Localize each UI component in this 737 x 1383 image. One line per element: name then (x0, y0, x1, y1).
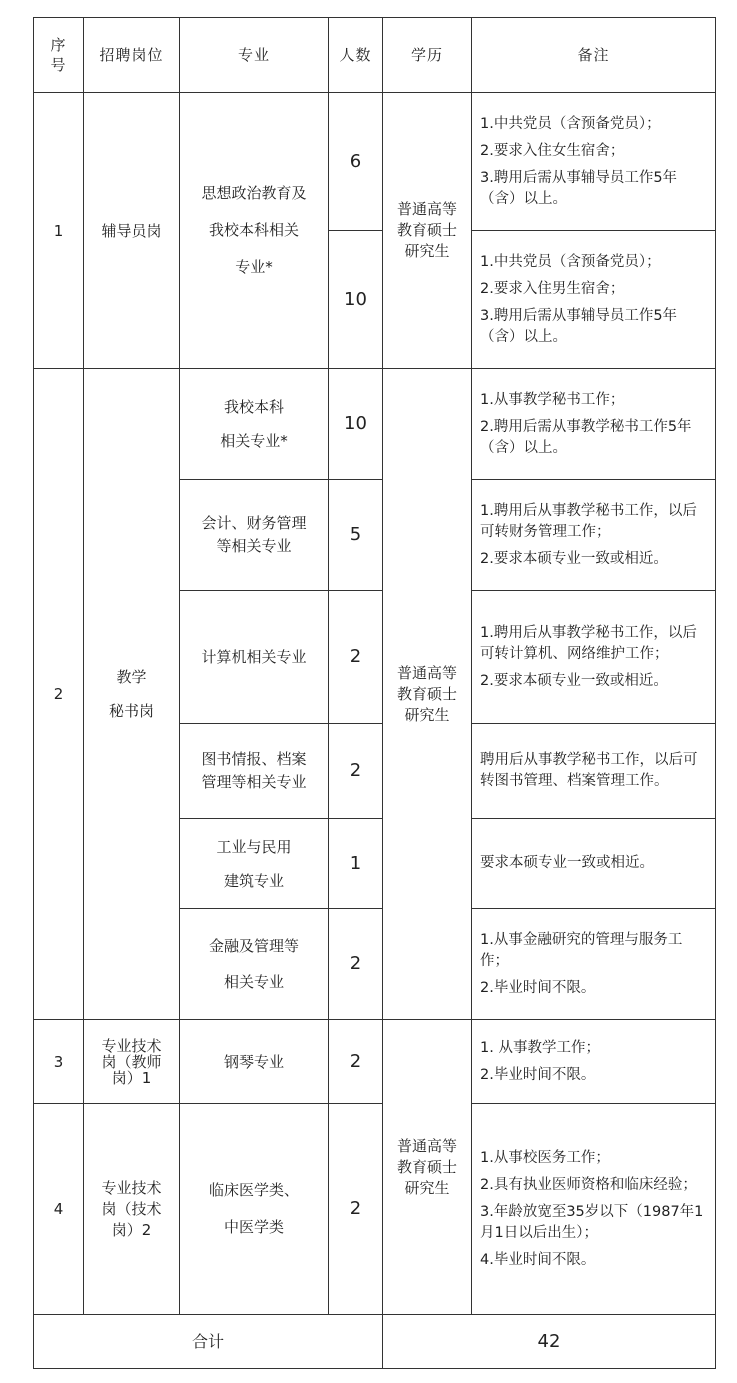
group1-seq: 1 (33, 92, 84, 369)
remark-line: 1.中共党员（含预备党员）； (480, 115, 661, 132)
major-line: 计算机相关专业 (201, 648, 307, 666)
header-seq (33, 17, 84, 93)
group2-row6-remarks (471, 908, 716, 1020)
major-line: 相关专业 (223, 973, 284, 991)
remark-line: 2.聘用后需从事教学秘书工作5年（含）以上。 (480, 418, 692, 456)
group2-row6-major (179, 908, 329, 1020)
group2-row3-major (179, 590, 329, 724)
group2-row1-count: 10 (328, 368, 383, 480)
remark-line: 2.毕业时间不限。 (480, 1066, 596, 1083)
remark-line: 3.聘用后需从事辅导员工作5年（含）以上。 (480, 169, 678, 207)
group3-count: 2 (328, 1019, 383, 1104)
group2-row3-remarks (471, 590, 716, 724)
group2-row5-count: 1 (328, 818, 383, 909)
education-line: 教育硕士 (396, 684, 457, 703)
education-line: 教育硕士 (396, 1157, 457, 1176)
major-line: 建筑专业 (223, 871, 284, 890)
education-line: 研究生 (404, 242, 450, 260)
position-line: 岗（技术 (101, 1199, 162, 1218)
group2-row1-remarks (471, 368, 716, 480)
group2-row5-remarks (471, 818, 716, 909)
header-major: 专业 (179, 17, 329, 93)
major-line: 相关专业* (220, 432, 288, 450)
major-line: 思想政治教育及 (201, 184, 307, 202)
position-line: 专业技术 (101, 1178, 162, 1197)
header-count: 人数 (328, 17, 383, 93)
group2-row3-count: 2 (328, 590, 383, 724)
group4-seq: 4 (33, 1103, 84, 1315)
education-line: 普通高等 (396, 200, 457, 218)
remark-line: 1.聘用后从事教学秘书工作，以后可转计算机、网络维护工作； (480, 624, 697, 662)
education-line: 研究生 (404, 1178, 450, 1197)
remark-line: 2.具有执业医师资格和临床经验； (480, 1176, 697, 1193)
group4-major (179, 1103, 329, 1315)
remark-line: 4.毕业时间不限。 (480, 1251, 596, 1268)
major-line: 金融及管理等 (208, 937, 299, 955)
major-line: 我校本科相关 (208, 221, 299, 239)
position-line: 教学 (116, 668, 147, 686)
group3-4-education (382, 1019, 472, 1315)
remark-line: 1.中共党员（含预备党员）； (480, 253, 661, 270)
group2-row2-remarks (471, 479, 716, 591)
remark-line: 1. 从事教学工作； (480, 1039, 600, 1056)
group1-row1-count: 6 (328, 92, 383, 231)
group1-row2-count: 10 (328, 230, 383, 369)
group2-row4-remarks (471, 723, 716, 819)
group3-major (179, 1019, 329, 1104)
education-line: 普通高等 (396, 1136, 457, 1155)
remark-line: 1.从事教学秘书工作； (480, 391, 625, 408)
remark-line: 1.聘用后从事教学秘书工作，以后可转财务管理工作； (480, 502, 697, 540)
header-education: 学历 (382, 17, 472, 93)
group4-count: 2 (328, 1103, 383, 1315)
group1-position: 辅导员岗 (83, 92, 180, 369)
position-line: 岗）2 (111, 1220, 152, 1239)
remark-line: 2.要求本硕专业一致或相近。 (480, 672, 668, 689)
major-line: 我校本科 (223, 398, 284, 416)
major-line: 图书情报、档案 (201, 750, 307, 768)
group4-remarks (471, 1103, 716, 1315)
major-line: 会计、财务管理 (201, 514, 307, 532)
remark-line: 2.要求本硕专业一致或相近。 (480, 550, 668, 567)
major-line: 等相关专业 (216, 537, 292, 555)
group3-position (83, 1019, 180, 1104)
education-line: 研究生 (404, 705, 450, 724)
group2-education (382, 368, 472, 1020)
major-line: 钢琴专业 (223, 1052, 284, 1071)
position-line: 岗（教师 (101, 1052, 162, 1071)
remark-line: 聘用后从事教学秘书工作，以后可转图书管理、档案管理工作。 (480, 752, 698, 789)
group2-position (83, 368, 180, 1020)
major-line: 管理等相关专业 (201, 773, 307, 791)
remark-line: 1.从事校医务工作； (480, 1149, 610, 1166)
header-seq-text: 序号 (50, 36, 67, 74)
major-line: 专业* (235, 258, 273, 276)
remark-line: 2.要求入住男生宿舍； (480, 280, 625, 297)
group2-row4-major (179, 723, 329, 819)
remark-line: 2.要求入住女生宿舍； (480, 142, 625, 159)
education-line: 教育硕士 (396, 221, 457, 239)
education-line: 普通高等 (396, 663, 457, 682)
major-line: 中医学类 (223, 1218, 284, 1236)
group1-row2-remarks (471, 230, 716, 369)
group2-row2-major (179, 479, 329, 591)
position-line: 专业技术 (101, 1036, 162, 1055)
group1-row1-remarks (471, 92, 716, 231)
group1-major (179, 92, 329, 369)
header-position: 招聘岗位 (83, 17, 180, 93)
group2-row6-count: 2 (328, 908, 383, 1020)
remark-line: 3.年龄放宽至35岁以下（1987年1月1日以后出生）； (480, 1203, 704, 1241)
total-label: 合计 (33, 1314, 383, 1369)
group2-row2-count: 5 (328, 479, 383, 591)
remark-line: 1.从事金融研究的管理与服务工作； (480, 931, 683, 969)
total-value: 42 (382, 1314, 716, 1369)
remark-line: 2.毕业时间不限。 (480, 979, 596, 996)
group2-seq: 2 (33, 368, 84, 1020)
position-line: 岗）1 (111, 1068, 152, 1087)
group1-education (382, 92, 472, 369)
group2-row1-major (179, 368, 329, 480)
remark-line: 要求本硕专业一致或相近。 (480, 855, 654, 871)
group3-seq: 3 (33, 1019, 84, 1104)
group2-row5-major (179, 818, 329, 909)
major-line: 工业与民用 (216, 837, 292, 856)
major-line: 临床医学类、 (208, 1181, 299, 1199)
position-line: 秘书岗 (108, 702, 154, 720)
header-remarks: 备注 (471, 17, 716, 93)
group3-remarks (471, 1019, 716, 1104)
group4-position (83, 1103, 180, 1315)
group2-row4-count: 2 (328, 723, 383, 819)
remark-line: 3.聘用后需从事辅导员工作5年（含）以上。 (480, 307, 678, 345)
